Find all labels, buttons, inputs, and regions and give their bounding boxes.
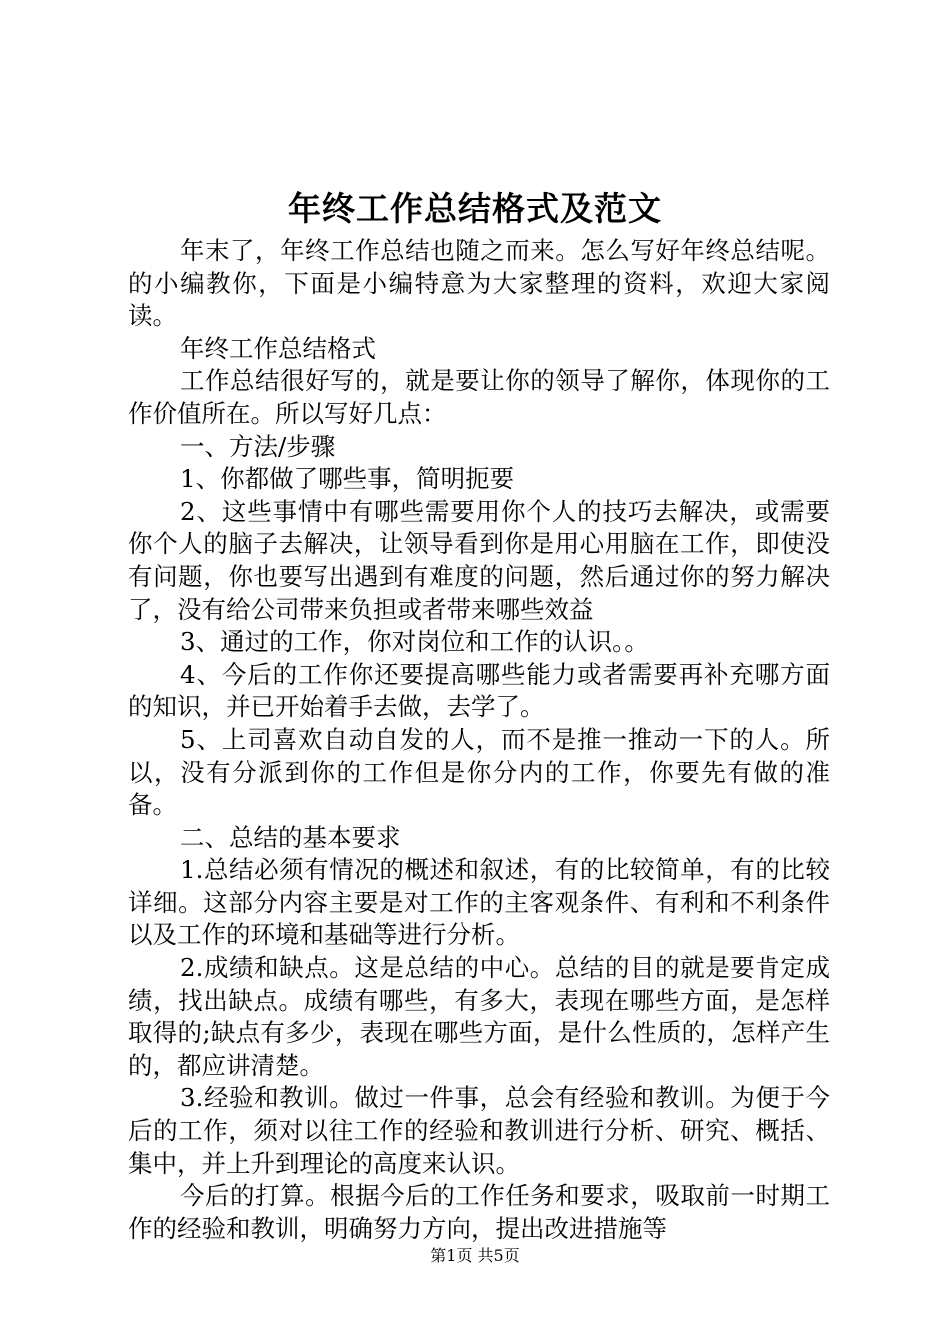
paragraph-requirement-1: 1.总结必须有情况的概述和叙述，有的比较简单，有的比较详细。这部分内容主要是对工作的主客观条件、有利和不利条件以及工作的环境和基础等进行分析。 <box>128 855 830 950</box>
paragraph-intro: 年末了，年终工作总结也随之而来。怎么写好年终总结呢。的小编教你，下面是小编特意为大家整理的资料，欢迎大家阅读。 <box>128 236 830 331</box>
section-heading-methods: 一、方法/步骤 <box>180 431 336 461</box>
paragraph-step-3: 3、通过的工作，你对岗位和工作的认识。。 <box>180 627 649 657</box>
section-heading-requirements: 二、总结的基本要求 <box>180 822 401 852</box>
paragraph-requirement-3: 3.经验和教训。做过一件事，总会有经验和教训。为便于今后的工作，须对以往工作的经验和教训进行分析、研究、概括、集中，并上升到理论的高度来认识。 <box>128 1083 830 1178</box>
paragraph-step-4: 4、今后的工作你还要提高哪些能力或者需要再补充哪方面的知识，并已开始着手去做，去学了。 <box>128 659 830 722</box>
document-title: 年终工作总结格式及范文 <box>288 189 662 228</box>
section-heading-format: 年终工作总结格式 <box>180 333 376 363</box>
paragraph-step-1: 1、你都做了哪些事，简明扼要 <box>180 464 515 494</box>
paragraph-step-5: 5、上司喜欢自动自发的人，而不是推一推动一下的人。所以，没有分派到你的工作但是你分内的工作，你要先有做的准备。 <box>128 724 830 820</box>
paragraph-step-2: 2、这些事情中有哪些需要用你个人的技巧去解决，或需要你个人的脑子去解决，让领导看到你是用心用脑在工作，即使没有问题，你也要写出遇到有难度的问题，然后通过你的努力解决了，没有给公司带来负担或者带来哪些效益 <box>128 496 830 624</box>
page-number-footer: 第1页 共5页 <box>430 1246 520 1265</box>
paragraph-requirement-2: 2.成绩和缺点。这是总结的中心。总结的目的就是要肯定成绩，找出缺点。成绩有哪些，有多大，表现在哪些方面，是怎样取得的;缺点有多少，表现在哪些方面，是什么性质的，怎样产生的，都应讲清楚。 <box>128 953 830 1080</box>
document-body <box>128 235 830 1245</box>
paragraph-overview: 工作总结很好写的，就是要让你的领导了解你，体现你的工作价值所在。所以写好几点： <box>128 366 830 428</box>
paragraph-future-plans: 今后的打算。根据今后的工作任务和要求，吸取前一时期工作的经验和教训，明确努力方向，提出改进措施等 <box>128 1181 830 1243</box>
